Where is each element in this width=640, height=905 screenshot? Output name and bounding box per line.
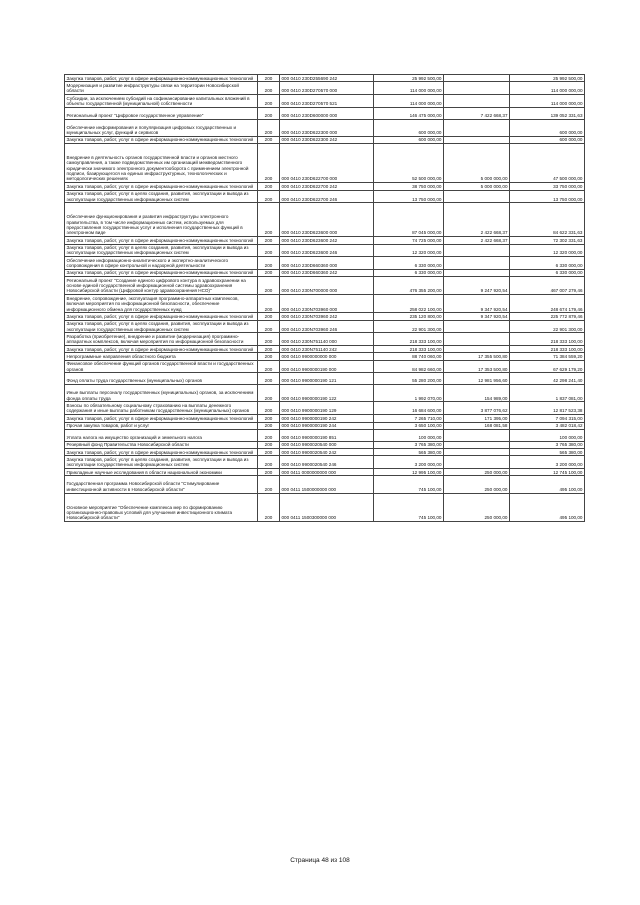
row-classification-code: 000 0410 9900000190 121 [280,373,374,385]
row-approved-amount: 22 901 300,00 [374,320,444,333]
row-approved-amount: 476 355 200,00 [374,277,444,295]
row-executed-amount [444,333,510,346]
row-executed-amount: 2 422 668,37 [444,237,510,244]
table-row [65,119,585,136]
row-line-code: 200 [258,82,280,95]
row-classification-code: 000 0410 9900000190 244 [280,422,374,429]
row-approved-amount: 7 265 710,00 [374,415,444,422]
row-classification-code: 000 0410 230D622300 242 [280,136,374,143]
row-approved-amount: 114 000 000,00 [374,82,444,95]
row-classification-code: 000 0410 230D270570 000 [280,82,374,95]
row-name: Фонд оплаты труда государственных (муниципальных) органов [65,373,258,385]
row-executed-amount: 250 000,00 [444,469,510,476]
row-line-code: 200 [258,313,280,320]
row-line-code: 200 [258,441,280,448]
budget-execution-table [64,74,585,522]
row-remaining-amount: 3 482 018,42 [510,422,585,429]
row-classification-code: 000 0410 230N703960 000 [280,295,374,313]
row-name: Иные выплаты персоналу государственных (муниципальных) органов, за исключением фонда оплаты труда [65,385,258,402]
row-executed-amount: 250 000,00 [444,493,510,522]
row-classification-code: 000 0410 230D660360 000 [280,257,374,270]
row-line-code: 200 [258,269,280,276]
row-executed-amount [444,75,510,82]
row-line-code: 200 [258,346,280,353]
row-name: Основное мероприятие "Обеспечение комплекса мер по формированию организационно-правовых условий для улучшения инвестиционного климата Новосибирской области" [65,493,258,522]
row-classification-code: 000 0410 230N700000 000 [280,277,374,295]
row-name: Государственная программа Новосибирской области "Стимулирование инвестиционной активности в Новосибирской области" [65,476,258,493]
row-executed-amount [444,257,510,270]
row-classification-code: 000 0410 230N751140 000 [280,333,374,346]
row-line-code: 200 [258,75,280,82]
row-remaining-amount: 225 772 879,46 [510,313,585,320]
row-line-code: 200 [258,429,280,441]
row-classification-code: 000 0411 1500300000 000 [280,493,374,522]
row-classification-code: 000 0410 9900020540 246 [280,456,374,469]
row-classification-code: 000 0410 9900020540 000 [280,441,374,448]
row-name: Закупка товаров, работ, услуг в сфере информационно-коммуникационных технологий [65,449,258,456]
row-name: Закупка товаров, работ, услуг в сфере информационно-коммуникационных технологий [65,183,258,190]
row-remaining-amount: 42 298 241,40 [510,373,585,385]
row-name: Непрограммные направления областного бюджета [65,353,258,360]
row-classification-code: 000 0410 9900000190 129 [280,402,374,415]
row-executed-amount [444,269,510,276]
row-line-code: 200 [258,107,280,119]
row-name: Обеспечение информирования и популяризация цифровых государственных и муниципальных услуг, функций и сервисов [65,119,258,136]
row-line-code: 200 [258,183,280,190]
row-remaining-amount: 84 622 331,63 [510,203,585,237]
row-remaining-amount: 1 837 081,00 [510,385,585,402]
row-approved-amount: 3 765 380,00 [374,441,444,448]
table-row [65,493,585,522]
row-line-code: 200 [258,190,280,203]
row-line-code: 200 [258,333,280,346]
row-executed-amount: 171 395,00 [444,415,510,422]
row-remaining-amount: 100 000,00 [510,429,585,441]
row-approved-amount: 88 740 060,00 [374,353,444,360]
row-executed-amount: 168 081,58 [444,422,510,429]
row-name: Обеспечение функционирования и развития инфраструктуры электронного правительства, в том числе информационных систем, используемых для предоставления государственных услуг и исполнения государственных функций в электронном виде [65,203,258,237]
table-row [65,269,585,276]
row-line-code: 200 [258,119,280,136]
table-row [65,277,585,295]
row-executed-amount: 7 422 668,37 [444,107,510,119]
row-approved-amount: 74 725 000,00 [374,237,444,244]
row-approved-amount: 745 100,00 [374,476,444,493]
row-approved-amount: 16 684 600,00 [374,402,444,415]
row-line-code: 200 [258,295,280,313]
row-name: Закупка товаров, работ, услуг в сфере информационно-коммуникационных технологий [65,415,258,422]
row-approved-amount: 52 500 000,00 [374,144,444,183]
row-classification-code: 000 0410 230D600000 000 [280,107,374,119]
table-row [65,476,585,493]
row-line-code: 200 [258,277,280,295]
row-name: Закупка товаров, работ, услуг в целях создания, развития, эксплуатации и вывода из эксплуатации государственных информационных систем [65,456,258,469]
row-remaining-amount: 47 500 000,00 [510,144,585,183]
row-line-code: 200 [258,493,280,522]
row-approved-amount: 55 280 200,00 [374,373,444,385]
row-name: Разработка (приобретение), внедрение и развитие (модернизация) программно-аппаратных комплексов, включая мероприятия по информационной безопасности [65,333,258,346]
row-line-code: 200 [258,244,280,257]
row-approved-amount: 600 000,00 [374,119,444,136]
row-executed-amount: 9 347 920,54 [444,295,510,313]
row-name: Закупка товаров, работ, услуг в целях создания, развития, эксплуатации и вывода из эксплуатации государственных информационных систем [65,190,258,203]
row-name: Закупка товаров, работ, услуг в целях создания, развития, эксплуатации и вывода из эксплуатации государственных информационных систем [65,244,258,257]
row-name: Закупка товаров, работ, услуг в сфере информационно-коммуникационных технологий [65,237,258,244]
row-classification-code: 000 0410 230D622300 000 [280,119,374,136]
row-name: Модернизация и развитие инфраструктуры связи на территории Новосибирской области [65,82,258,95]
table-row [65,353,585,360]
table-row [65,144,585,183]
table-row [65,237,585,244]
page-footer: Страница 48 из 108 [290,857,350,864]
table-row [65,95,585,108]
row-classification-code: 000 0410 230D255690 242 [280,75,374,82]
table-row [65,295,585,313]
row-approved-amount: 12 320 000,00 [374,244,444,257]
row-approved-amount: 13 750 000,00 [374,190,444,203]
row-remaining-amount: 3 200 000,00 [510,456,585,469]
row-line-code: 200 [258,456,280,469]
row-remaining-amount: 67 629 179,20 [510,360,585,373]
row-executed-amount [444,82,510,95]
row-approved-amount: 25 992 500,00 [374,75,444,82]
row-approved-amount: 146 475 000,00 [374,107,444,119]
row-remaining-amount: 33 750 000,00 [510,183,585,190]
row-executed-amount [444,456,510,469]
row-name: Внедрение в деятельность органов государственной власти и органов местного самоуправления, а также подведомственных им организаций межведомственного юридически значимого электронного документооборота с применением электронной подписи, базирующегося на единых инфраструктурных, технологических и методологических решениях [65,144,258,183]
row-name: Резервный фонд Правительства Новосибирской области [65,441,258,448]
row-executed-amount [444,449,510,456]
table-row [65,136,585,143]
row-remaining-amount: 565 380,00 [510,449,585,456]
row-approved-amount: 87 045 000,00 [374,203,444,237]
row-remaining-amount: 248 674 179,46 [510,295,585,313]
row-remaining-amount: 6 330 000,00 [510,257,585,270]
table-row [65,415,585,422]
row-approved-amount: 600 000,00 [374,136,444,143]
row-remaining-amount: 22 901 300,00 [510,320,585,333]
row-remaining-amount: 600 000,00 [510,119,585,136]
row-line-code: 200 [258,136,280,143]
row-executed-amount: 17 355 500,80 [444,353,510,360]
row-executed-amount: 154 989,00 [444,385,510,402]
row-name: Прикладные научные исследования в области национальной экономики [65,469,258,476]
row-classification-code: 000 0410 9900000190 000 [280,360,374,373]
row-approved-amount: 84 982 660,00 [374,360,444,373]
row-approved-amount: 114 000 000,00 [374,95,444,108]
row-line-code: 200 [258,257,280,270]
table-row [65,244,585,257]
row-remaining-amount: 218 333 100,00 [510,346,585,353]
row-classification-code: 000 0410 230N703960 246 [280,320,374,333]
table-row [65,360,585,373]
row-name: Закупка товаров, работ, услуг в сфере информационно-коммуникационных технологий [65,313,258,320]
row-classification-code: 000 0410 230D622700 000 [280,144,374,183]
row-approved-amount: 38 750 000,00 [374,183,444,190]
row-classification-code: 000 0410 9900000000 000 [280,353,374,360]
table-row [65,183,585,190]
row-remaining-amount: 467 007 279,46 [510,277,585,295]
row-name: Взносы по обязательному социальному страхованию на выплаты денежного содержания и иные выплаты работникам государственных (муниципальных) органов [65,402,258,415]
row-approved-amount: 218 333 100,00 [374,333,444,346]
row-classification-code: 000 0411 1500000000 000 [280,476,374,493]
row-executed-amount [444,136,510,143]
row-remaining-amount: 495 100,00 [510,476,585,493]
row-approved-amount: 565 380,00 [374,449,444,456]
row-name: Финансовое обеспечение функций органов государственной власти и государственных органов [65,360,258,373]
row-remaining-amount: 3 765 380,00 [510,441,585,448]
table-row [65,190,585,203]
row-approved-amount: 6 330 000,00 [374,257,444,270]
row-classification-code: 000 0410 230D622700 246 [280,190,374,203]
row-name: Закупка товаров, работ, услуг в сфере информационно-коммуникационных технологий [65,346,258,353]
row-classification-code: 000 0410 230D623600 246 [280,244,374,257]
row-name: Закупка товаров, работ, услуг в сфере информационно-коммуникационных технологий [65,136,258,143]
row-name: Субсидии, за исключением субсидий на софинансирование капитальных вложений в объекты государственной (муниципальной) собственности [65,95,258,108]
row-remaining-amount: 495 100,00 [510,493,585,522]
row-line-code: 200 [258,476,280,493]
row-executed-amount: 9 347 920,54 [444,313,510,320]
table-row [65,402,585,415]
row-remaining-amount: 71 384 559,20 [510,353,585,360]
row-approved-amount: 218 333 100,00 [374,346,444,353]
table-row [65,107,585,119]
row-remaining-amount: 25 992 500,00 [510,75,585,82]
row-executed-amount [444,346,510,353]
row-classification-code: 000 0410 230D622700 242 [280,183,374,190]
row-classification-code: 000 0410 230D623600 242 [280,237,374,244]
row-name: Закупка товаров, работ, услуг в целях создания, развития, эксплуатации и вывода из эксплуатации государственных информационных систем [65,320,258,333]
row-remaining-amount: 7 094 315,00 [510,415,585,422]
row-classification-code: 000 0410 230N703960 242 [280,313,374,320]
row-classification-code: 000 0410 230N751140 242 [280,346,374,353]
row-line-code: 200 [258,360,280,373]
row-executed-amount: 250 000,00 [444,476,510,493]
row-remaining-amount: 114 000 000,00 [510,82,585,95]
row-executed-amount [444,244,510,257]
row-executed-amount: 5 000 000,00 [444,144,510,183]
row-executed-amount: 5 000 000,00 [444,183,510,190]
row-executed-amount [444,119,510,136]
row-executed-amount: 12 981 956,60 [444,373,510,385]
row-line-code: 200 [258,422,280,429]
table-row [65,456,585,469]
table-row [65,257,585,270]
table-row [65,441,585,448]
row-line-code: 200 [258,144,280,183]
table-row [65,373,585,385]
row-classification-code: 000 0410 9900000190 122 [280,385,374,402]
row-name: Региональный проект "Цифровое государственное управление" [65,107,258,119]
row-classification-code: 000 0410 9900000190 242 [280,415,374,422]
row-executed-amount: 2 422 668,37 [444,203,510,237]
row-remaining-amount: 12 745 100,00 [510,469,585,476]
table-row [65,333,585,346]
row-executed-amount [444,95,510,108]
table-row [65,449,585,456]
table-row [65,203,585,237]
row-classification-code: 000 0410 230D270570 521 [280,95,374,108]
row-approved-amount: 3 200 000,00 [374,456,444,469]
row-remaining-amount: 600 000,00 [510,136,585,143]
row-classification-code: 000 0410 230D623600 000 [280,203,374,237]
row-remaining-amount: 12 320 000,00 [510,244,585,257]
row-line-code: 200 [258,469,280,476]
row-remaining-amount: 72 302 331,63 [510,237,585,244]
row-approved-amount: 6 330 000,00 [374,269,444,276]
table-row [65,320,585,333]
row-line-code: 200 [258,415,280,422]
row-line-code: 200 [258,449,280,456]
table-row [65,346,585,353]
budget-table-sheet [64,74,584,522]
table-row [65,469,585,476]
row-name: Уплата налога на имущество организаций и земельного налога [65,429,258,441]
row-approved-amount: 745 100,00 [374,493,444,522]
row-executed-amount [444,441,510,448]
row-approved-amount: 100 000,00 [374,429,444,441]
table-row [65,82,585,95]
row-classification-code: 000 0410 9900020540 242 [280,449,374,456]
row-remaining-amount: 114 000 000,00 [510,95,585,108]
row-name: Закупка товаров, работ, услуг в сфере информационно-коммуникационных технологий [65,269,258,276]
table-row [65,429,585,441]
row-approved-amount: 1 992 070,00 [374,385,444,402]
row-executed-amount: 3 877 076,62 [444,402,510,415]
table-row [65,385,585,402]
row-approved-amount: 258 022 100,00 [374,295,444,313]
row-approved-amount: 12 995 100,00 [374,469,444,476]
row-classification-code: 000 0411 0000000000 000 [280,469,374,476]
table-row [65,422,585,429]
row-classification-code: 000 0410 230D660360 242 [280,269,374,276]
row-name: Внедрение, сопровождение, эксплуатация программно-аппаратных комплексов, включая мероприятия по информационной безопасности, обеспечение информационного обмена для государственных нужд [65,295,258,313]
row-name: Прочая закупка товаров, работ и услуг [65,422,258,429]
row-executed-amount: 9 247 920,54 [444,277,510,295]
row-name: Региональный проект "Создание единого цифрового контура в здравоохранении на основе единой государственной информационной системы здравоохранения Новосибирской области (Цифровой контур здравоохранения НСО)" [65,277,258,295]
row-executed-amount: 17 353 500,80 [444,360,510,373]
row-line-code: 200 [258,320,280,333]
row-line-code: 200 [258,353,280,360]
row-name: Закупка товаров, работ, услуг в сфере информационно-коммуникационных технологий [65,75,258,82]
row-approved-amount: 3 650 100,00 [374,422,444,429]
row-line-code: 200 [258,385,280,402]
row-line-code: 200 [258,373,280,385]
row-line-code: 200 [258,203,280,237]
row-remaining-amount: 6 330 000,00 [510,269,585,276]
row-remaining-amount: 13 750 000,00 [510,190,585,203]
row-name: Обеспечение информационно-аналитического и экспертно-аналитического сопровождения в сфере контрольной и надзорной деятельности [65,257,258,270]
row-executed-amount [444,429,510,441]
row-executed-amount [444,190,510,203]
row-line-code: 200 [258,402,280,415]
row-remaining-amount: 139 052 331,63 [510,107,585,119]
row-classification-code: 000 0410 9900000190 851 [280,429,374,441]
table-body [65,75,585,522]
row-line-code: 200 [258,237,280,244]
table-row [65,313,585,320]
row-approved-amount: 235 120 800,00 [374,313,444,320]
row-executed-amount [444,320,510,333]
table-row [65,75,585,82]
row-line-code: 200 [258,95,280,108]
row-remaining-amount: 12 817 523,38 [510,402,585,415]
row-remaining-amount: 218 333 100,00 [510,333,585,346]
